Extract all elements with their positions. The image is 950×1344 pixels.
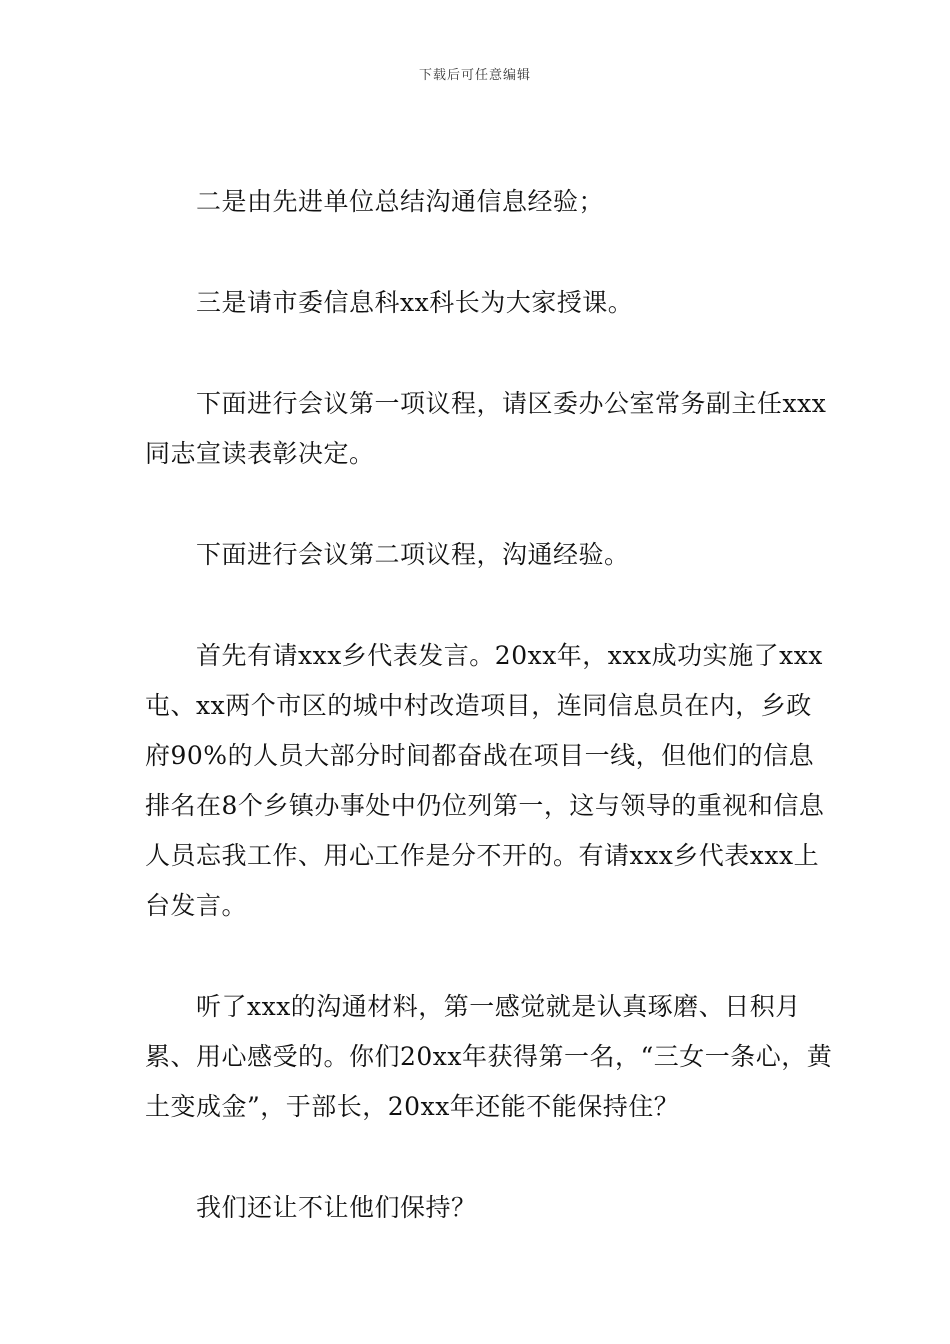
paragraph: 三是请市委信息科xx科长为大家授课。 bbox=[196, 288, 634, 317]
paragraph: 二是由先进单位总结沟通信息经验； bbox=[196, 187, 605, 216]
paragraph: 我们还让不让他们保持？ bbox=[196, 1193, 477, 1222]
document-body bbox=[145, 177, 835, 1284]
header-note: 下载后可任意编辑 bbox=[418, 68, 531, 83]
paragraph: 听了xxx的沟通材料，第一感觉就是认真琢磨、日积月累、用心感受的。你们20xx年获得第一名，“三女一条心，黄土变成金”，于部长，20xx年还能不能保持住？ bbox=[145, 992, 833, 1121]
paragraph: 首先有请xxx乡代表发言。20xx年，xxx成功实施了xxx屯、xx两个市区的城中村改造项目，连同信息员在内，乡政府90%的人员大部分时间都奋战在项目一线，但他们的信息排名在8个乡镇办事处中仍位列第一，这与领导的重视和信息人员忘我工作、用心工作是分不开的。有请xxx乡代表xxx上台发言。 bbox=[145, 641, 825, 920]
paragraph: 下面进行会议第一项议程，请区委办公室常务副主任xxx同志宣读表彰决定。 bbox=[145, 389, 827, 468]
paragraph: 下面进行会议第二项议程，沟通经验。 bbox=[196, 540, 630, 569]
